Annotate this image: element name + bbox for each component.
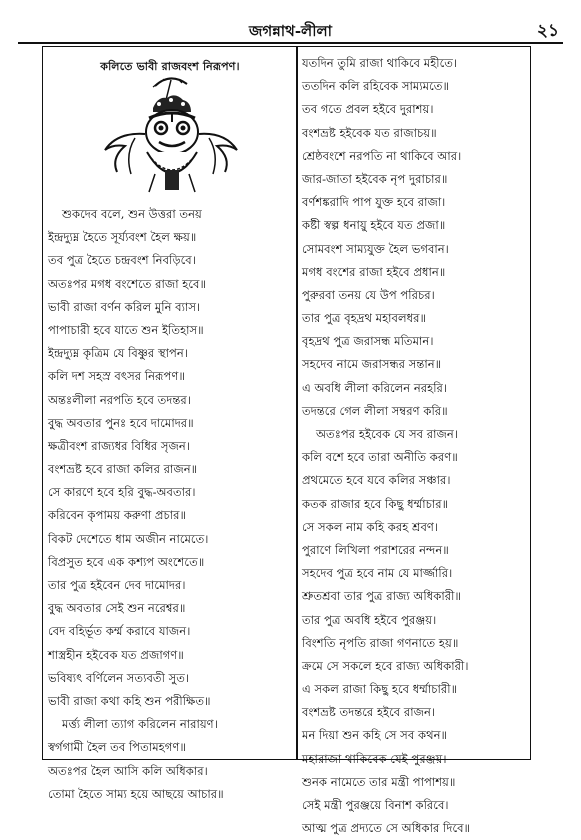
verse-line: মন দিয়া শুন কহি সে সব কথন॥ <box>302 728 448 743</box>
verse-line: অতঃপর হইবেক যে সব রাজন। <box>316 427 458 441</box>
verse-line: শুকদেব বলে, শুন উত্তরা তনয় <box>62 207 202 221</box>
right-verse-column <box>302 52 528 840</box>
verse-line: তার পুত্র হইবেন দেব দামোদর। <box>48 578 186 592</box>
verse-line: মগধ বংশের রাজা হইবে প্রধান॥ <box>302 264 446 279</box>
left-verse-column <box>48 203 294 806</box>
section-heading: কলিতে ভাবী রাজবংশ নিরূপণ। <box>100 60 240 73</box>
verse-line: সোমবংশ সাম্যযুক্ত হৈল ভগবান। <box>302 241 449 256</box>
verse-line: পাপাচারী হবে যাতে শুন ইতিহাস॥ <box>48 322 204 337</box>
verse-line: অতঃপর হৈল আসি কলি অধিকার। <box>48 763 208 778</box>
verse-line: ভবিষ্যৎ বর্ণিলেন সত্যবতী সুত। <box>48 670 190 685</box>
verse-line: তার পুত্র বৃহদ্রথ মহাবলধর॥ <box>302 311 427 326</box>
verse-line: ভাবী রাজা বর্ণন করিল মুনি ব্যাস। <box>48 299 201 314</box>
verse-line: সে কারণে হবে হরি বুদ্ধ-অবতার। <box>48 485 196 500</box>
verse-line: বিকট দেশেতে ধাম অজীন নামেতে। <box>48 531 209 546</box>
verse-line: জার-জাতা হইবেক নৃপ দুরাচার॥ <box>302 171 448 186</box>
verse-line: বেদ বহির্ভূত কর্ম্ম করাবে যাজন। <box>48 624 191 639</box>
verse-line: বংশভ্রষ্ট তদন্তরে হইবে রাজন। <box>302 705 436 720</box>
verse-line: ক্ষত্রীবংশ রাজ্যধর বিধির সৃজন। <box>48 438 190 453</box>
verse-line: এ অবধি লীলা করিলেন নরহরি। <box>302 380 448 395</box>
verse-line: ভাবী রাজা কথা কহি শুন পরীক্ষিত॥ <box>48 693 211 708</box>
verse-line: পুরুরবা তনয় যে উপ পরিচর। <box>302 287 435 302</box>
verse-line: শ্রুতশ্রবা তার পুত্র রাজ্য অধিকারী॥ <box>302 589 461 604</box>
verse-line: অতঃপর মগধ বংশেতে রাজা হবে॥ <box>48 276 206 291</box>
verse-line: বংশভ্রষ্ট হইবেক যত রাজাচয়॥ <box>302 125 437 140</box>
verse-line: স্বর্গগামী হৈল তব পিতামহগণ॥ <box>48 740 186 755</box>
verse-line: এ সকল রাজা কিছু হবে ধর্ম্মাচারী॥ <box>302 682 458 697</box>
deity-jagannath-icon <box>95 74 245 194</box>
verse-line: সহদেব পুত্র হবে নাম যে মার্জ্জারি। <box>302 566 453 581</box>
verse-line: বর্ণশঙ্করাদি পাপ যুক্ত হবে রাজা। <box>302 195 446 210</box>
verse-line: মহারাজা থাকিবেক যেই পুরঞ্জয়। <box>302 751 447 766</box>
verse-line: শুনক নামেতে তার মন্ত্রী পাপাশয়॥ <box>302 774 456 789</box>
verse-line: ততদিন কলি রহিবেক সাম্যমতে॥ <box>302 79 450 94</box>
verse-line: বিপ্রসুত হবে এক কশ্যপ অংশেতে॥ <box>48 554 205 569</box>
verse-line: কষ্টী স্বল্প ধনায়ু হইবে যত প্রজা॥ <box>302 218 446 233</box>
verse-line: আত্ম পুত্র প্রদ্যতে সে অধিকার দিবে॥ <box>302 821 471 836</box>
verse-line: তদন্তরে গেল লীলা সম্বরণ করি॥ <box>302 403 448 418</box>
verse-line: তোমা হৈতে সাম্য হয়ে আছয়ে আচার॥ <box>48 786 224 801</box>
verse-line: বৃহদ্রথ পুত্র জরাসন্ধ মতিমান। <box>302 334 434 349</box>
verse-line: শ্রেষ্ঠবংশে নরপতি না থাকিবে আর। <box>302 148 462 163</box>
verse-line: সে সকল নাম কহি করহ শ্রবণ। <box>302 519 439 534</box>
verse-line: সেই মন্ত্রী পুরঞ্জয়ে বিনাশ করিবে। <box>302 798 449 812</box>
verse-line: কলি দশ সহস্র বৎসর নিরূপণ॥ <box>48 369 185 384</box>
verse-line: কলি বশে হবে তারা অনীতি করণ॥ <box>302 450 458 465</box>
verse-line: প্রথমেতে হবে যবে কলির সঞ্চার। <box>302 473 451 488</box>
verse-line: সহদেব নামে জরাসন্ধর সন্তান॥ <box>302 357 442 372</box>
verse-line: অন্তঃলীলা নরপতি হবে তদন্তর। <box>48 392 191 407</box>
verse-line: বিংশতি নৃপতি রাজা গণনাতে হয়॥ <box>302 635 459 650</box>
page-number: ২১ <box>536 21 559 41</box>
verse-line: তব গতে প্রবল হইবে দুরাশয়। <box>302 102 434 117</box>
verse-line: তব পুত্র হৈতে চন্দ্রবংশ নিবড়িবে। <box>48 253 196 268</box>
verse-line: শাস্ত্রহীন হইবেক যত প্রজাগণ॥ <box>48 647 184 662</box>
verse-line: বুদ্ধ অবতার সেই শুন নরেশ্বর॥ <box>48 601 186 616</box>
column-divider <box>296 46 298 760</box>
verse-line: ইন্দ্রদ্যুম্ন কৃত্রিম যে বিষ্ণুর স্থাপন। <box>48 346 188 361</box>
verse-line: পুরাণে লিখিলা পরাশরের নন্দন॥ <box>302 542 449 557</box>
verse-line: করিবেন কৃপাময় করুণা প্রচার॥ <box>48 508 187 523</box>
page-header <box>18 18 563 44</box>
verse-line: তার পুত্র অবধি হইবে পুরঞ্জয়। <box>302 612 437 627</box>
verse-line: মর্ত্ত্য লীলা ত্যাগ করিলেন নারায়ণ। <box>62 717 218 732</box>
verse-line: যতদিন তুমি রাজা থাকিবে মহীতে। <box>302 56 458 70</box>
verse-line: বংশভ্রষ্ট হবে রাজা কলির রাজন॥ <box>48 462 198 477</box>
verse-line: বুদ্ধ অবতার পুনঃ হবে দামোদর॥ <box>48 415 194 430</box>
running-title: জগন্নাথ-লীলা <box>248 22 333 40</box>
verse-line: ক্রমে সে সকলে হবে রাজ্য অধিকারী। <box>302 658 469 673</box>
verse-line: ইন্দ্রদ্যুম্ন হৈতে সূর্য্যবংশ হৈল ক্ষয়॥ <box>48 230 197 245</box>
verse-line: কতক রাজার হবে কিছু ধর্ম্মাচার॥ <box>302 496 449 511</box>
